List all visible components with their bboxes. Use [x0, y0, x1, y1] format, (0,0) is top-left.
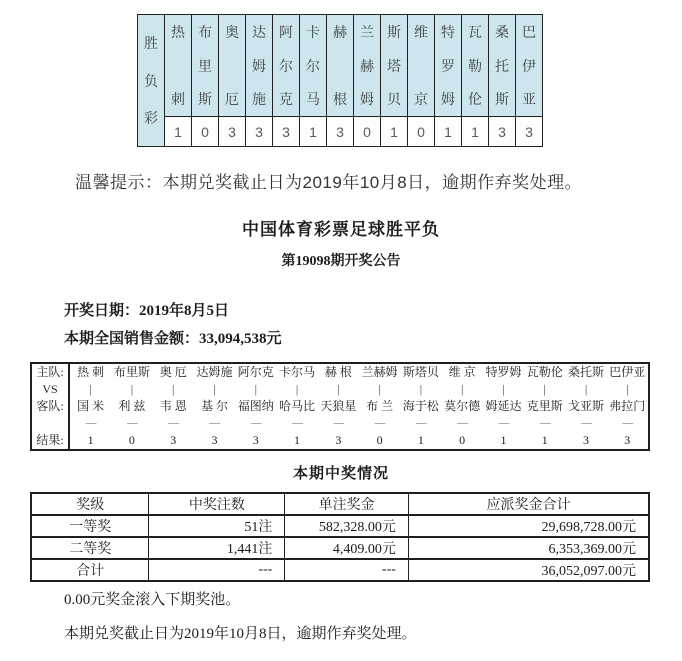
result-cell: 3 — [246, 117, 272, 146]
team-name-char: 达 — [252, 23, 266, 40]
header-char: 负 — [144, 72, 158, 89]
dash-separator: ---- — [498, 417, 509, 429]
header-char: 胜 — [144, 34, 158, 51]
match-result-value: 1 — [500, 433, 507, 447]
match-result-value: 3 — [624, 433, 631, 447]
team-name-cell — [300, 15, 326, 117]
team-name-char: 斯 — [387, 23, 401, 40]
team-name-char: 厄 — [225, 91, 239, 108]
prize-count-cell: --- — [149, 559, 285, 581]
home-team-name: 卡尔马 — [279, 365, 316, 379]
prize-single-amount-cell: --- — [285, 559, 409, 581]
match-column — [70, 364, 111, 449]
vs-mark: | — [172, 382, 175, 396]
home-team-name: 奥 厄 — [159, 365, 187, 379]
vs-mark: | — [89, 382, 92, 396]
result-row-label: 结果: — [36, 433, 64, 447]
match-result-value: 0 — [376, 433, 383, 447]
match-result-value: 0 — [459, 433, 466, 447]
result-cell: 0 — [354, 117, 380, 146]
announcement-subtitle: 第19098期开奖公告 — [281, 254, 401, 269]
win-loss-team-column — [407, 15, 434, 146]
dash-separator: ---- — [333, 417, 344, 429]
match-column — [235, 364, 276, 449]
home-team-name: 兰赫姆 — [361, 365, 398, 379]
win-loss-team-column — [488, 15, 515, 146]
away-team-name: 福图纳 — [237, 399, 274, 413]
team-name-char: 赫 — [333, 23, 347, 40]
away-team-name: 利 兹 — [118, 399, 146, 413]
team-name-char: 托 — [495, 57, 509, 74]
away-team-name: 基 尔 — [200, 399, 228, 413]
dash-separator: ---- — [374, 417, 385, 429]
team-name-cell — [192, 15, 218, 117]
away-team-name: 莫尔德 — [444, 399, 481, 413]
away-team-name: 戈亚斯 — [568, 399, 605, 413]
vs-mark: | — [213, 382, 216, 396]
vs-row-label: VS — [42, 382, 58, 396]
dash-separator: ---- — [539, 417, 551, 429]
team-name-char: 马 — [306, 91, 320, 108]
team-name-cell — [408, 15, 434, 117]
dash-separator: ---- — [250, 417, 262, 429]
team-name-char: 阿 — [279, 23, 293, 40]
match-result-value: 1 — [541, 433, 548, 447]
sales-amount-text: 本期全国销售金额：33,094,538元 — [64, 331, 282, 347]
win-loss-team-column — [299, 15, 326, 146]
team-name-char: 贝 — [387, 91, 401, 108]
team-name-char: 根 — [333, 91, 347, 108]
team-name-cell — [273, 15, 299, 117]
match-table-columns — [70, 364, 648, 449]
home-team-name: 斯塔贝 — [402, 365, 439, 379]
result-cell: 1 — [381, 117, 407, 146]
away-team-name: 姆延达 — [485, 399, 522, 413]
team-name-char: 施 — [252, 91, 266, 108]
prize-col-single: 单注奖金 — [285, 493, 409, 515]
away-team-name: 韦 恩 — [159, 399, 187, 413]
deadline-note-text: 本期兑奖截止日为2019年10月8日，逾期作弃奖处理。 — [64, 626, 417, 642]
team-name-char: 伦 — [468, 91, 482, 108]
result-cell: 3 — [489, 117, 515, 146]
win-loss-team-column — [326, 15, 353, 146]
dash-separator: ---- — [85, 417, 96, 429]
match-column — [194, 364, 235, 449]
dash-row-label — [32, 415, 68, 432]
match-table-row-labels — [32, 364, 70, 449]
prize-level-cell: 一等奖 — [31, 515, 149, 537]
team-name-char: 斯 — [198, 91, 212, 108]
rollover-note-text: 0.00元奖金滚入下期奖池。 — [64, 592, 241, 608]
away-row-label: 客队: — [36, 399, 64, 413]
team-name-char — [408, 49, 434, 83]
vs-mark: | — [626, 382, 629, 396]
prize-col-total: 应派奖金合计 — [408, 493, 649, 515]
draw-date-text: 开奖日期：2019年8月5日 — [64, 303, 230, 319]
match-result-value: 3 — [335, 433, 342, 447]
result-cell: 1 — [300, 117, 326, 146]
vs-mark: | — [502, 382, 505, 396]
home-team-name: 热 刺 — [77, 365, 105, 379]
home-team-name: 桑托斯 — [568, 365, 605, 379]
prize-single-amount-cell: 582,328.00元 — [285, 515, 409, 537]
team-name-char: 罗 — [441, 57, 455, 74]
match-result-value: 0 — [128, 433, 135, 447]
away-team-name: 布 兰 — [366, 399, 394, 413]
team-name-char: 桑 — [495, 23, 509, 40]
team-name-char: 尔 — [306, 57, 320, 74]
win-loss-team-column — [380, 15, 407, 146]
dash-separator: ---- — [209, 417, 220, 429]
team-name-cell — [381, 15, 407, 117]
match-column — [483, 364, 524, 449]
prize-count-cell: 1,441注 — [149, 537, 285, 559]
win-loss-header-cell — [138, 15, 164, 146]
team-name-cell — [246, 15, 272, 117]
win-loss-team-column — [434, 15, 461, 146]
prize-level-cell: 二等奖 — [31, 537, 149, 559]
win-loss-team-column — [164, 15, 191, 146]
win-loss-table — [137, 14, 543, 147]
dash-separator: ---- — [291, 417, 303, 429]
prize-section-heading: 本期中奖情况 — [292, 466, 389, 482]
team-name-char: 塔 — [387, 57, 401, 74]
vs-mark: | — [378, 382, 381, 396]
match-result-value: 3 — [211, 433, 218, 447]
team-name-cell — [327, 15, 353, 117]
result-cell: 0 — [408, 117, 434, 146]
vs-mark: | — [460, 382, 464, 396]
vs-mark: | — [130, 382, 134, 396]
dash-separator: ---- — [456, 417, 468, 429]
team-name-char: 热 — [171, 23, 185, 40]
vs-mark: | — [419, 382, 423, 396]
team-name-char: 尔 — [279, 57, 293, 74]
match-column — [442, 364, 483, 449]
win-loss-team-column — [353, 15, 380, 146]
team-name-char — [327, 49, 353, 83]
team-name-cell — [165, 15, 191, 117]
dash-separator: ---- — [621, 417, 633, 429]
dash-separator: ---- — [415, 417, 427, 429]
team-name-char: 姆 — [441, 91, 455, 108]
home-team-name: 达姆施 — [196, 365, 233, 379]
team-name-char: 维 — [414, 23, 428, 40]
match-column — [318, 364, 359, 449]
team-name-cell — [489, 15, 515, 117]
win-loss-team-column — [461, 15, 488, 146]
team-name-char: 卡 — [306, 23, 320, 40]
match-result-value: 3 — [252, 433, 259, 447]
team-name-char — [165, 49, 191, 83]
match-table — [30, 362, 650, 451]
match-column — [276, 364, 317, 449]
win-loss-team-column — [245, 15, 272, 146]
prize-single-amount-cell: 4,409.00元 — [285, 537, 409, 559]
warm-tip-text: 温馨提示：本期兑奖截止日为2019年10月8日，逾期作弃奖处理。 — [75, 173, 583, 192]
away-team-name: 国 米 — [77, 399, 105, 413]
result-cell: 0 — [192, 117, 218, 146]
home-team-name: 阿尔克 — [237, 365, 274, 379]
match-column — [565, 364, 606, 449]
vs-mark: | — [584, 382, 588, 396]
away-team-name: 克里斯 — [526, 399, 563, 413]
dash-separator: ---- — [126, 417, 138, 429]
team-name-cell — [462, 15, 488, 117]
prize-table-body — [31, 515, 649, 581]
match-column — [524, 364, 565, 449]
home-team-name: 布里斯 — [113, 365, 150, 379]
dash-separator: ---- — [580, 417, 592, 429]
team-name-char: 特 — [441, 23, 455, 40]
team-name-char: 京 — [414, 91, 428, 108]
team-name-char: 里 — [198, 57, 212, 74]
team-name-cell — [516, 15, 542, 117]
team-name-char: 赫 — [360, 57, 374, 74]
team-name-char: 奥 — [225, 23, 239, 40]
prize-table — [30, 492, 650, 582]
match-result-value: 1 — [417, 433, 424, 447]
team-name-char: 亚 — [522, 91, 536, 108]
match-column — [359, 364, 400, 449]
match-column — [111, 364, 152, 449]
result-cell: 3 — [327, 117, 353, 146]
match-result-value: 1 — [294, 433, 301, 447]
team-name-char — [219, 49, 245, 83]
away-team-name: 弗拉门 — [609, 399, 646, 413]
team-name-char: 姆 — [360, 91, 374, 108]
match-column — [607, 364, 648, 449]
home-team-name: 巴伊亚 — [609, 365, 646, 379]
team-name-cell — [354, 15, 380, 117]
prize-count-cell: 51注 — [149, 515, 285, 537]
team-name-cell — [435, 15, 461, 117]
away-team-name: 海于松 — [402, 399, 439, 413]
match-column — [153, 364, 194, 449]
team-name-cell — [219, 15, 245, 117]
home-team-name: 维 京 — [448, 365, 476, 379]
prize-total-amount-cell: 6,353,369.00元 — [408, 537, 649, 559]
prize-table-row — [31, 537, 649, 559]
home-team-name: 赫 根 — [324, 365, 352, 379]
home-row-label: 主队: — [36, 365, 64, 379]
announcement-title: 中国体育彩票足球胜平负 — [242, 220, 440, 239]
team-name-char: 瓦 — [468, 23, 482, 40]
vs-mark: | — [543, 382, 546, 396]
prize-col-level: 奖级 — [31, 493, 149, 515]
team-name-char: 兰 — [360, 23, 374, 40]
team-name-char: 克 — [279, 91, 293, 108]
win-loss-team-column — [515, 15, 542, 146]
team-name-char: 布 — [198, 23, 212, 40]
result-cell: 3 — [516, 117, 542, 146]
result-cell: 1 — [165, 117, 191, 146]
win-loss-team-column — [218, 15, 245, 146]
prize-col-count: 中奖注数 — [149, 493, 285, 515]
prize-total-amount-cell: 29,698,728.00元 — [408, 515, 649, 537]
prize-table-row — [31, 515, 649, 537]
result-cell: 1 — [462, 117, 488, 146]
team-name-char: 斯 — [495, 91, 509, 108]
home-team-name: 瓦勒伦 — [526, 365, 563, 379]
vs-mark: | — [337, 382, 340, 396]
result-cell: 3 — [219, 117, 245, 146]
team-name-char: 刺 — [171, 91, 185, 108]
header-char: 彩 — [144, 110, 158, 127]
prize-total-amount-cell: 36,052,097.00元 — [408, 559, 649, 581]
match-result-value: 3 — [583, 433, 590, 447]
prize-table-row — [31, 559, 649, 581]
vs-mark: | — [254, 382, 257, 396]
win-loss-team-column — [191, 15, 218, 146]
prize-table-header-row — [31, 493, 649, 515]
result-cell: 1 — [435, 117, 461, 146]
vs-mark: | — [295, 382, 299, 396]
home-team-name: 特罗姆 — [485, 365, 522, 379]
team-name-char: 姆 — [252, 57, 266, 74]
away-team-name: 天狼星 — [320, 399, 357, 413]
match-result-value: 3 — [170, 433, 177, 447]
team-name-char: 伊 — [522, 57, 536, 74]
match-column — [400, 364, 441, 449]
away-team-name: 哈马比 — [279, 399, 316, 413]
match-result-value: 1 — [87, 433, 94, 447]
result-cell: 3 — [273, 117, 299, 146]
win-loss-team-column — [272, 15, 299, 146]
team-name-char: 勒 — [468, 57, 482, 74]
team-name-char: 巴 — [522, 23, 536, 40]
dash-separator: ---- — [167, 417, 179, 429]
prize-level-cell: 合计 — [31, 559, 149, 581]
